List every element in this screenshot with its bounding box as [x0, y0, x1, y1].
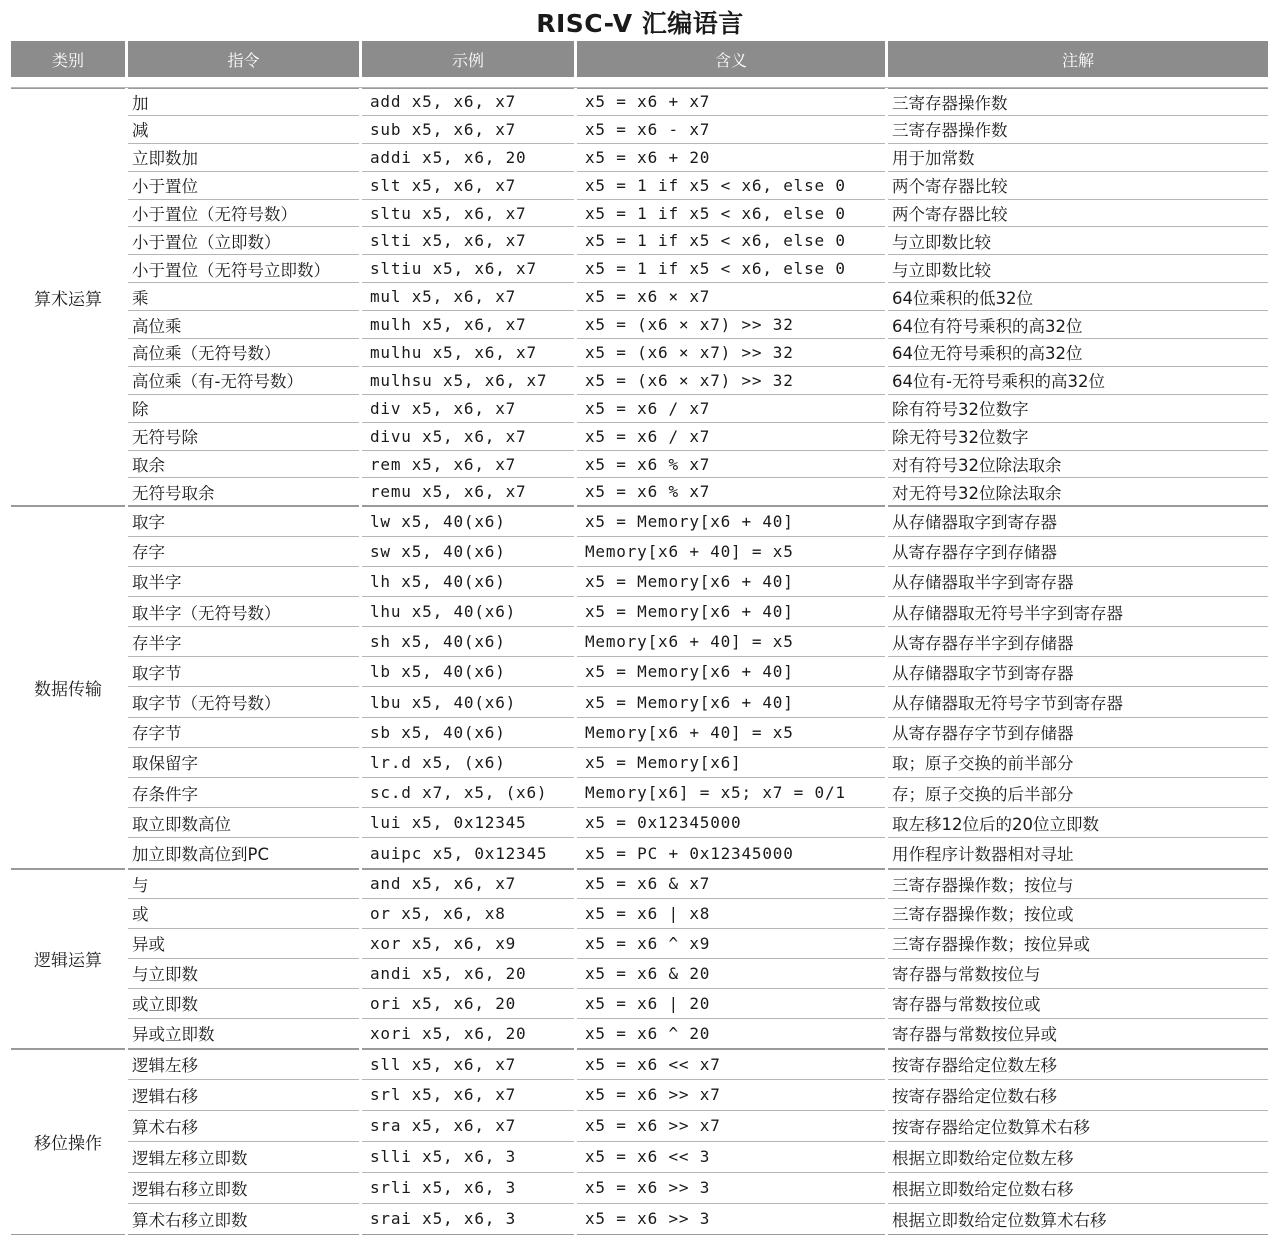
comment-cell: 两个寄存器比较 [888, 172, 1268, 200]
category-cell: 逻辑运算 [11, 869, 125, 1049]
instruction-cell: 异或立即数 [128, 1019, 359, 1049]
comment-cell: 按寄存器给定位数算术右移 [888, 1111, 1268, 1142]
comment-cell: 三寄存器操作数；按位与 [888, 869, 1268, 899]
meaning-cell: x5 = (x6 × x7) >> 32 [577, 311, 885, 339]
comment-cell: 64位无符号乘积的高32位 [888, 339, 1268, 367]
instruction-cell: 立即数加 [128, 144, 359, 172]
meaning-cell: x5 = x6 | x8 [577, 899, 885, 929]
table-row [11, 597, 1268, 627]
comment-cell: 对有符号32位除法取余 [888, 451, 1268, 479]
example-cell: slt x5, x6, x7 [362, 172, 574, 200]
meaning-cell: x5 = x6 + 20 [577, 144, 885, 172]
meaning-cell: x5 = x6 >> x7 [577, 1111, 885, 1142]
table-row [11, 687, 1268, 717]
comment-cell: 两个寄存器比较 [888, 200, 1268, 228]
example-cell: lh x5, 40(x6) [362, 567, 574, 597]
comment-cell: 寄存器与常数按位异或 [888, 1019, 1268, 1049]
comment-cell: 与立即数比较 [888, 227, 1268, 255]
table-row [11, 200, 1268, 228]
meaning-cell: x5 = (x6 × x7) >> 32 [577, 339, 885, 367]
instruction-cell: 逻辑右移立即数 [128, 1173, 359, 1204]
meaning-cell: x5 = x6 ^ x9 [577, 929, 885, 959]
example-cell: divu x5, x6, x7 [362, 423, 574, 451]
table-row [11, 748, 1268, 778]
table-row [11, 311, 1268, 339]
comment-cell: 取左移12位后的20位立即数 [888, 808, 1268, 838]
header-meaning: 含义 [577, 41, 885, 77]
meaning-cell: x5 = x6 / x7 [577, 423, 885, 451]
comment-cell: 三寄存器操作数；按位异或 [888, 929, 1268, 959]
instruction-cell: 无符号除 [128, 423, 359, 451]
example-cell: lb x5, 40(x6) [362, 657, 574, 687]
comment-cell: 用于加常数 [888, 144, 1268, 172]
instruction-cell: 或立即数 [128, 989, 359, 1019]
example-cell: sh x5, 40(x6) [362, 627, 574, 657]
example-cell: add x5, x6, x7 [362, 88, 574, 116]
example-cell: srai x5, x6, 3 [362, 1204, 574, 1235]
instruction-cell: 异或 [128, 929, 359, 959]
example-cell: srl x5, x6, x7 [362, 1080, 574, 1111]
meaning-cell: x5 = (x6 × x7) >> 32 [577, 367, 885, 395]
example-cell: remu x5, x6, x7 [362, 478, 574, 506]
instruction-cell: 取余 [128, 451, 359, 479]
table-row [11, 899, 1268, 929]
table-row [11, 339, 1268, 367]
table-row [11, 989, 1268, 1019]
instruction-cell: 小于置位（无符号数） [128, 200, 359, 228]
comment-cell: 取；原子交换的前半部分 [888, 748, 1268, 778]
instruction-cell: 加立即数高位到PC [128, 838, 359, 868]
comment-cell: 寄存器与常数按位与 [888, 959, 1268, 989]
meaning-cell: x5 = x6 & x7 [577, 869, 885, 899]
category-cell: 移位操作 [11, 1049, 125, 1235]
comment-cell: 寄存器与常数按位或 [888, 989, 1268, 1019]
table-row [11, 657, 1268, 687]
meaning-cell: x5 = x6 % x7 [577, 451, 885, 479]
comment-cell: 64位有-无符号乘积的高32位 [888, 367, 1268, 395]
table-row [11, 1049, 1268, 1080]
comment-cell: 三寄存器操作数；按位或 [888, 899, 1268, 929]
instruction-cell: 无符号取余 [128, 478, 359, 506]
comment-cell: 从存储器取无符号半字到寄存器 [888, 597, 1268, 627]
meaning-cell: x5 = 1 if x5 < x6, else 0 [577, 227, 885, 255]
table-row [11, 537, 1268, 567]
instruction-cell: 存字 [128, 537, 359, 567]
instruction-cell: 小于置位（无符号立即数） [128, 255, 359, 283]
meaning-cell: x5 = x6 × x7 [577, 283, 885, 311]
meaning-cell: x5 = x6 << 3 [577, 1142, 885, 1173]
example-cell: lbu x5, 40(x6) [362, 687, 574, 717]
instruction-cell: 加 [128, 88, 359, 116]
example-cell: div x5, x6, x7 [362, 395, 574, 423]
instruction-cell: 逻辑左移立即数 [128, 1142, 359, 1173]
instruction-cell: 小于置位 [128, 172, 359, 200]
table-row [11, 451, 1268, 479]
example-cell: sltiu x5, x6, x7 [362, 255, 574, 283]
example-cell: or x5, x6, x8 [362, 899, 574, 929]
table-row [11, 808, 1268, 838]
table-row [11, 627, 1268, 657]
table-row [11, 506, 1268, 536]
comment-cell: 从存储器取字节到寄存器 [888, 657, 1268, 687]
instruction-cell: 或 [128, 899, 359, 929]
meaning-cell: x5 = x6 / x7 [577, 395, 885, 423]
meaning-cell: x5 = 0x12345000 [577, 808, 885, 838]
comment-cell: 64位有符号乘积的高32位 [888, 311, 1268, 339]
instruction-cell: 高位乘（有-无符号数） [128, 367, 359, 395]
instruction-cell: 存半字 [128, 627, 359, 657]
meaning-cell: x5 = Memory[x6 + 40] [577, 597, 885, 627]
example-cell: lr.d x5, (x6) [362, 748, 574, 778]
comment-cell: 用作程序计数器相对寻址 [888, 838, 1268, 868]
table-row [11, 929, 1268, 959]
instruction-cell: 取立即数高位 [128, 808, 359, 838]
header-row [11, 41, 1268, 77]
meaning-cell: x5 = Memory[x6] [577, 748, 885, 778]
table-row [11, 255, 1268, 283]
meaning-cell: Memory[x6] = x5; x7 = 0/1 [577, 778, 885, 808]
comment-cell: 除有符号32位数字 [888, 395, 1268, 423]
comment-cell: 从存储器取字到寄存器 [888, 506, 1268, 536]
instruction-cell: 逻辑左移 [128, 1049, 359, 1080]
example-cell: slti x5, x6, x7 [362, 227, 574, 255]
table-row [11, 395, 1268, 423]
meaning-cell: x5 = x6 >> 3 [577, 1173, 885, 1204]
meaning-cell: x5 = x6 ^ 20 [577, 1019, 885, 1049]
instruction-cell: 逻辑右移 [128, 1080, 359, 1111]
meaning-cell: Memory[x6 + 40] = x5 [577, 718, 885, 748]
instruction-cell: 取字 [128, 506, 359, 536]
page-title: RISC-V 汇编语言 [536, 9, 744, 38]
header-instruction: 指令 [128, 41, 359, 77]
table-row [11, 1204, 1268, 1235]
table-row [11, 778, 1268, 808]
example-cell: andi x5, x6, 20 [362, 959, 574, 989]
instruction-cell: 算术右移 [128, 1111, 359, 1142]
example-cell: sw x5, 40(x6) [362, 537, 574, 567]
instruction-cell: 乘 [128, 283, 359, 311]
example-cell: sb x5, 40(x6) [362, 718, 574, 748]
meaning-cell: x5 = x6 % x7 [577, 478, 885, 506]
table-row [11, 116, 1268, 144]
comment-cell: 按寄存器给定位数左移 [888, 1049, 1268, 1080]
example-cell: mulhsu x5, x6, x7 [362, 367, 574, 395]
table-row [11, 478, 1268, 506]
comment-cell: 从存储器取半字到寄存器 [888, 567, 1268, 597]
comment-cell: 三寄存器操作数 [888, 88, 1268, 116]
instruction-cell: 取保留字 [128, 748, 359, 778]
example-cell: xori x5, x6, 20 [362, 1019, 574, 1049]
meaning-cell: x5 = 1 if x5 < x6, else 0 [577, 172, 885, 200]
instruction-cell: 存条件字 [128, 778, 359, 808]
comment-cell: 根据立即数给定位数右移 [888, 1173, 1268, 1204]
instruction-cell: 算术右移立即数 [128, 1204, 359, 1235]
comment-cell: 从存储器取无符号字节到寄存器 [888, 687, 1268, 717]
comment-cell: 除无符号32位数字 [888, 423, 1268, 451]
table-row [11, 144, 1268, 172]
example-cell: slli x5, x6, 3 [362, 1142, 574, 1173]
example-cell: sra x5, x6, x7 [362, 1111, 574, 1142]
instruction-cell: 取半字（无符号数） [128, 597, 359, 627]
meaning-cell: x5 = Memory[x6 + 40] [577, 506, 885, 536]
comment-cell: 根据立即数给定位数算术右移 [888, 1204, 1268, 1235]
meaning-cell: x5 = x6 | 20 [577, 989, 885, 1019]
example-cell: lui x5, 0x12345 [362, 808, 574, 838]
example-cell: ori x5, x6, 20 [362, 989, 574, 1019]
category-cell: 算术运算 [11, 88, 125, 506]
meaning-cell: x5 = 1 if x5 < x6, else 0 [577, 255, 885, 283]
table-row [11, 718, 1268, 748]
table-row [11, 88, 1268, 116]
meaning-cell: x5 = x6 << x7 [577, 1049, 885, 1080]
instruction-cell: 与立即数 [128, 959, 359, 989]
example-cell: sll x5, x6, x7 [362, 1049, 574, 1080]
table-row [11, 869, 1268, 899]
comment-cell: 对无符号32位除法取余 [888, 478, 1268, 506]
instruction-cell: 减 [128, 116, 359, 144]
instruction-cell: 高位乘（无符号数） [128, 339, 359, 367]
example-cell: sltu x5, x6, x7 [362, 200, 574, 228]
example-cell: lw x5, 40(x6) [362, 506, 574, 536]
meaning-cell: x5 = 1 if x5 < x6, else 0 [577, 200, 885, 228]
instruction-cell: 与 [128, 869, 359, 899]
category-cell: 数据传输 [11, 506, 125, 868]
header-gap [11, 77, 1268, 88]
comment-cell: 根据立即数给定位数左移 [888, 1142, 1268, 1173]
header-example: 示例 [362, 41, 574, 77]
table-row [11, 567, 1268, 597]
table-row [11, 959, 1268, 989]
example-cell: auipc x5, 0x12345 [362, 838, 574, 868]
meaning-cell: Memory[x6 + 40] = x5 [577, 627, 885, 657]
comment-cell: 从寄存器存半字到存储器 [888, 627, 1268, 657]
comment-cell: 三寄存器操作数 [888, 116, 1268, 144]
example-cell: xor x5, x6, x9 [362, 929, 574, 959]
meaning-cell: x5 = x6 >> 3 [577, 1204, 885, 1235]
instruction-cell: 存字节 [128, 718, 359, 748]
example-cell: addi x5, x6, 20 [362, 144, 574, 172]
table-row [11, 423, 1268, 451]
example-cell: srli x5, x6, 3 [362, 1173, 574, 1204]
example-cell: mul x5, x6, x7 [362, 283, 574, 311]
table-row [11, 227, 1268, 255]
meaning-cell: x5 = x6 - x7 [577, 116, 885, 144]
comment-cell: 64位乘积的低32位 [888, 283, 1268, 311]
header-comment: 注解 [888, 41, 1268, 77]
example-cell: lhu x5, 40(x6) [362, 597, 574, 627]
meaning-cell: x5 = x6 & 20 [577, 959, 885, 989]
header-category: 类别 [11, 41, 125, 77]
example-cell: sub x5, x6, x7 [362, 116, 574, 144]
table-body [11, 77, 1268, 1235]
comment-cell: 按寄存器给定位数右移 [888, 1080, 1268, 1111]
table-row [11, 172, 1268, 200]
table-row [11, 283, 1268, 311]
example-cell: mulh x5, x6, x7 [362, 311, 574, 339]
table-row [11, 1142, 1268, 1173]
example-cell: rem x5, x6, x7 [362, 451, 574, 479]
instruction-table [8, 41, 1271, 1235]
example-cell: and x5, x6, x7 [362, 869, 574, 899]
meaning-cell: x5 = Memory[x6 + 40] [577, 687, 885, 717]
meaning-cell: x5 = PC + 0x12345000 [577, 838, 885, 868]
meaning-cell: x5 = Memory[x6 + 40] [577, 657, 885, 687]
meaning-cell: x5 = Memory[x6 + 40] [577, 567, 885, 597]
table-row [11, 1019, 1268, 1049]
example-cell: sc.d x7, x5, (x6) [362, 778, 574, 808]
example-cell: mulhu x5, x6, x7 [362, 339, 574, 367]
table-row [11, 1080, 1268, 1111]
comment-cell: 存；原子交换的后半部分 [888, 778, 1268, 808]
meaning-cell: x5 = x6 + x7 [577, 88, 885, 116]
table-row [11, 1173, 1268, 1204]
instruction-cell: 取半字 [128, 567, 359, 597]
table-row [11, 1111, 1268, 1142]
comment-cell: 从寄存器存字节到存储器 [888, 718, 1268, 748]
comment-cell: 与立即数比较 [888, 255, 1268, 283]
instruction-cell: 取字节 [128, 657, 359, 687]
instruction-cell: 小于置位（立即数） [128, 227, 359, 255]
instruction-cell: 高位乘 [128, 311, 359, 339]
instruction-cell: 取字节（无符号数） [128, 687, 359, 717]
meaning-cell: Memory[x6 + 40] = x5 [577, 537, 885, 567]
instruction-cell: 除 [128, 395, 359, 423]
table-row [11, 838, 1268, 868]
comment-cell: 从寄存器存字到存储器 [888, 537, 1268, 567]
meaning-cell: x5 = x6 >> x7 [577, 1080, 885, 1111]
table-row [11, 367, 1268, 395]
